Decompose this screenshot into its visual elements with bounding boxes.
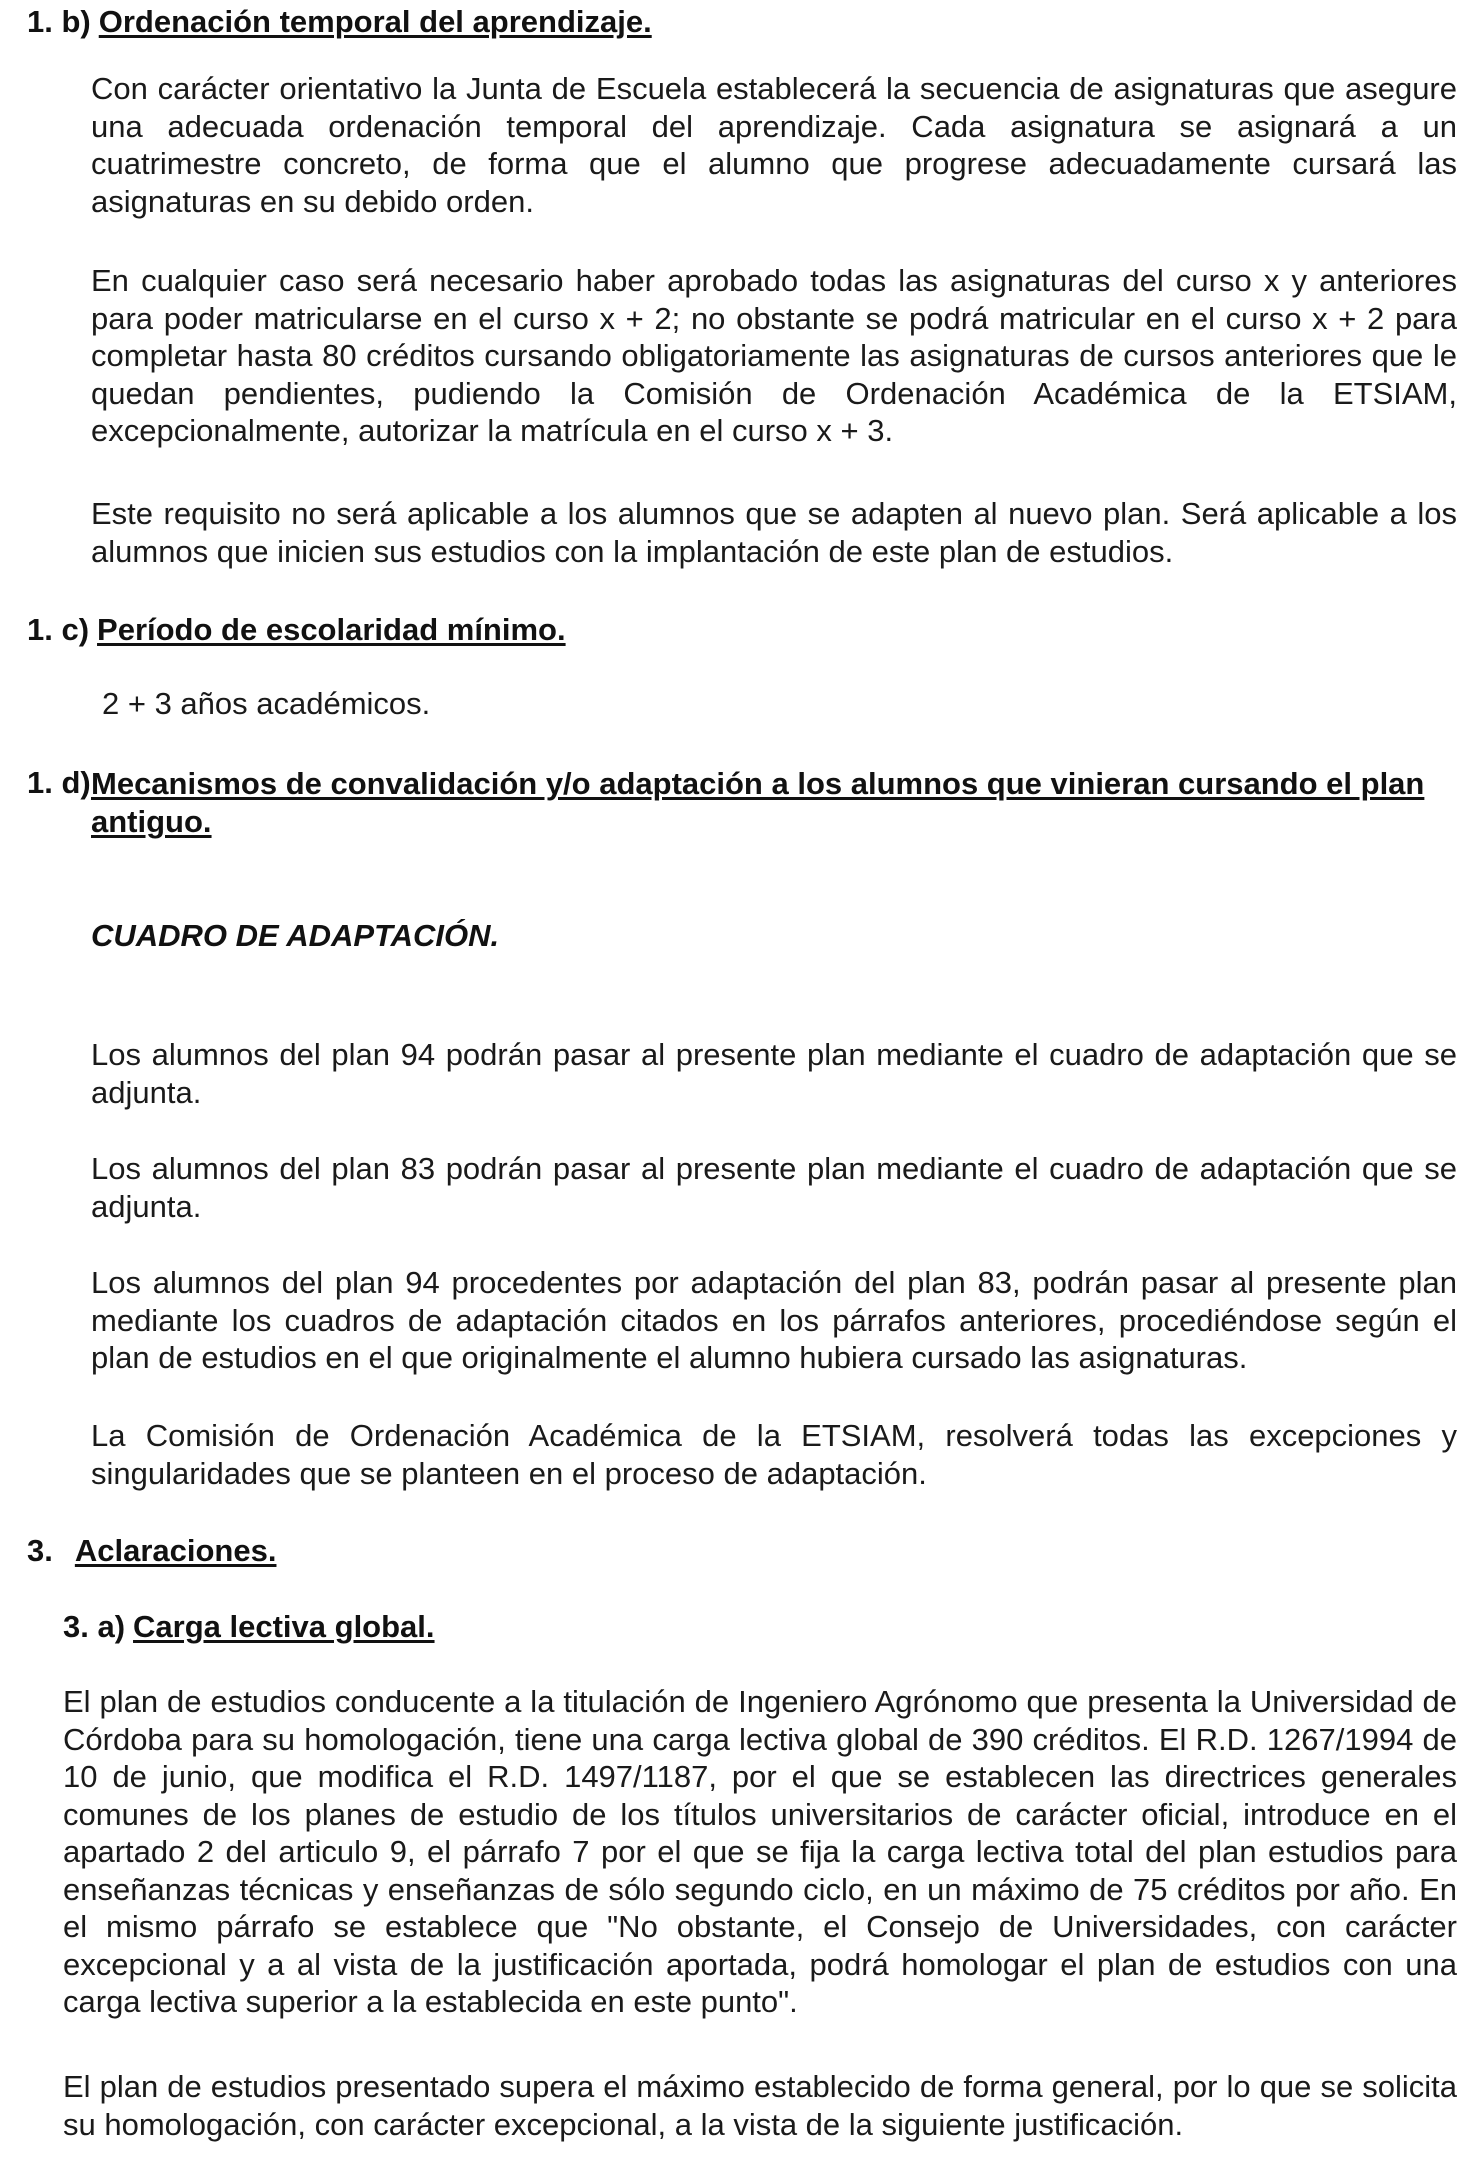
heading-1c-number: 1. c) (27, 612, 90, 647)
paragraph-3a-2: El plan de estudios presentado supera el máximo establecido de forma general, por lo que se solicita su homologación, con carácter excepcional, a la vista de la siguiente justificación. (63, 2069, 1457, 2142)
heading-3a (63, 1609, 435, 1645)
heading-1d (27, 765, 1457, 841)
heading-3a-number: 3. a) (63, 1609, 126, 1644)
paragraph-1c: 2 + 3 años académicos. (102, 686, 431, 721)
heading-3 (27, 1533, 276, 1569)
paragraph-1b-1: Con carácter orientativo la Junta de Escuela establecerá la secuencia de asignaturas que asegure una adecuada ordenación temporal del aprendizaje. Cada asignatura se asignará a un cuatrimestre concreto, de forma que el alumno que progrese adecuadamente cursará las asignaturas en su debido orden. (91, 71, 1457, 219)
paragraph-1d-1: Los alumnos del plan 94 podrán pasar al presente plan mediante el cuadro de adaptación que se adjunta. (91, 1037, 1457, 1110)
heading-1c (27, 612, 566, 648)
heading-1b (27, 4, 652, 40)
heading-3a-title: Carga lectiva global. (133, 1609, 435, 1644)
paragraph-1d-4: La Comisión de Ordenación Académica de la ETSIAM, resolverá todas las excepciones y singularidades que se planteen en el proceso de adaptación. (91, 1418, 1457, 1491)
heading-1b-title: Ordenación temporal del aprendizaje. (98, 4, 652, 39)
heading-3-title: Aclaraciones. (74, 1533, 277, 1568)
heading-1c-title: Período de escolaridad mínimo. (97, 612, 566, 647)
paragraph-1d-3: Los alumnos del plan 94 procedentes por adaptación del plan 83, podrán pasar al presente plan mediante los cuadros de adaptación citados en los párrafos anteriores, procediéndose según el plan de estudios en el que originalmente el alumno hubiera cursado las asignaturas. (91, 1265, 1457, 1375)
paragraph-1b-2: En cualquier caso será necesario haber aprobado todas las asignaturas del curso x y anteriores para poder matricularse en el curso x + 2; no obstante se podrá matricular en el curso x + 2 para completar hasta 80 créditos cursando obligatoriamente las asignaturas de cursos anteriores que le quedan pendientes, pudiendo la Comisión de Ordenación Académica de la ETSIAM, excepcionalmente, autorizar la matrícula en el curso x + 3. (91, 263, 1457, 448)
heading-1b-number: 1. b) (27, 4, 91, 39)
paragraph-1d-2: Los alumnos del plan 83 podrán pasar al presente plan mediante el cuadro de adaptación que se adjunta. (91, 1151, 1457, 1224)
heading-1d-number: 1. d) (27, 765, 91, 800)
heading-3-number: 3. (27, 1533, 53, 1568)
paragraph-3a-1: El plan de estudios conducente a la titulación de Ingeniero Agrónomo que presenta la Universidad de Córdoba para su homologación, tiene una carga lectiva global de 390 créditos. El R.D. 1267/1994 de 10 de junio, que modifica el R.D. 1497/1187, por el que se establecen las directrices generales comunes de los planes de estudio de los títulos universitarios de carácter oficial, introduce en el apartado 2 del articulo 9, el párrafo 7 por el que se fija la carga lectiva total del plan estudios para enseñanzas técnicas y enseñanzas de sólo segundo ciclo, en un máximo de 75 créditos por año. En el mismo párrafo se establece que "No obstante, el Consejo de Universidades, con carácter excepcional y a al vista de la justificación aportada, podrá homologar el plan de estudios con una carga lectiva superior a la establecida en este punto". (63, 1684, 1457, 2019)
cuadro-adaptacion-title: CUADRO DE ADAPTACIÓN. (91, 918, 500, 953)
heading-1d-title: Mecanismos de convalidación y/o adaptación a los alumnos que vinieran cursando el plan antiguo. (91, 766, 1425, 839)
paragraph-1b-3: Este requisito no será aplicable a los alumnos que se adapten al nuevo plan. Será aplicable a los alumnos que inicien sus estudios con la implantación de este plan de estudios. (91, 496, 1457, 569)
